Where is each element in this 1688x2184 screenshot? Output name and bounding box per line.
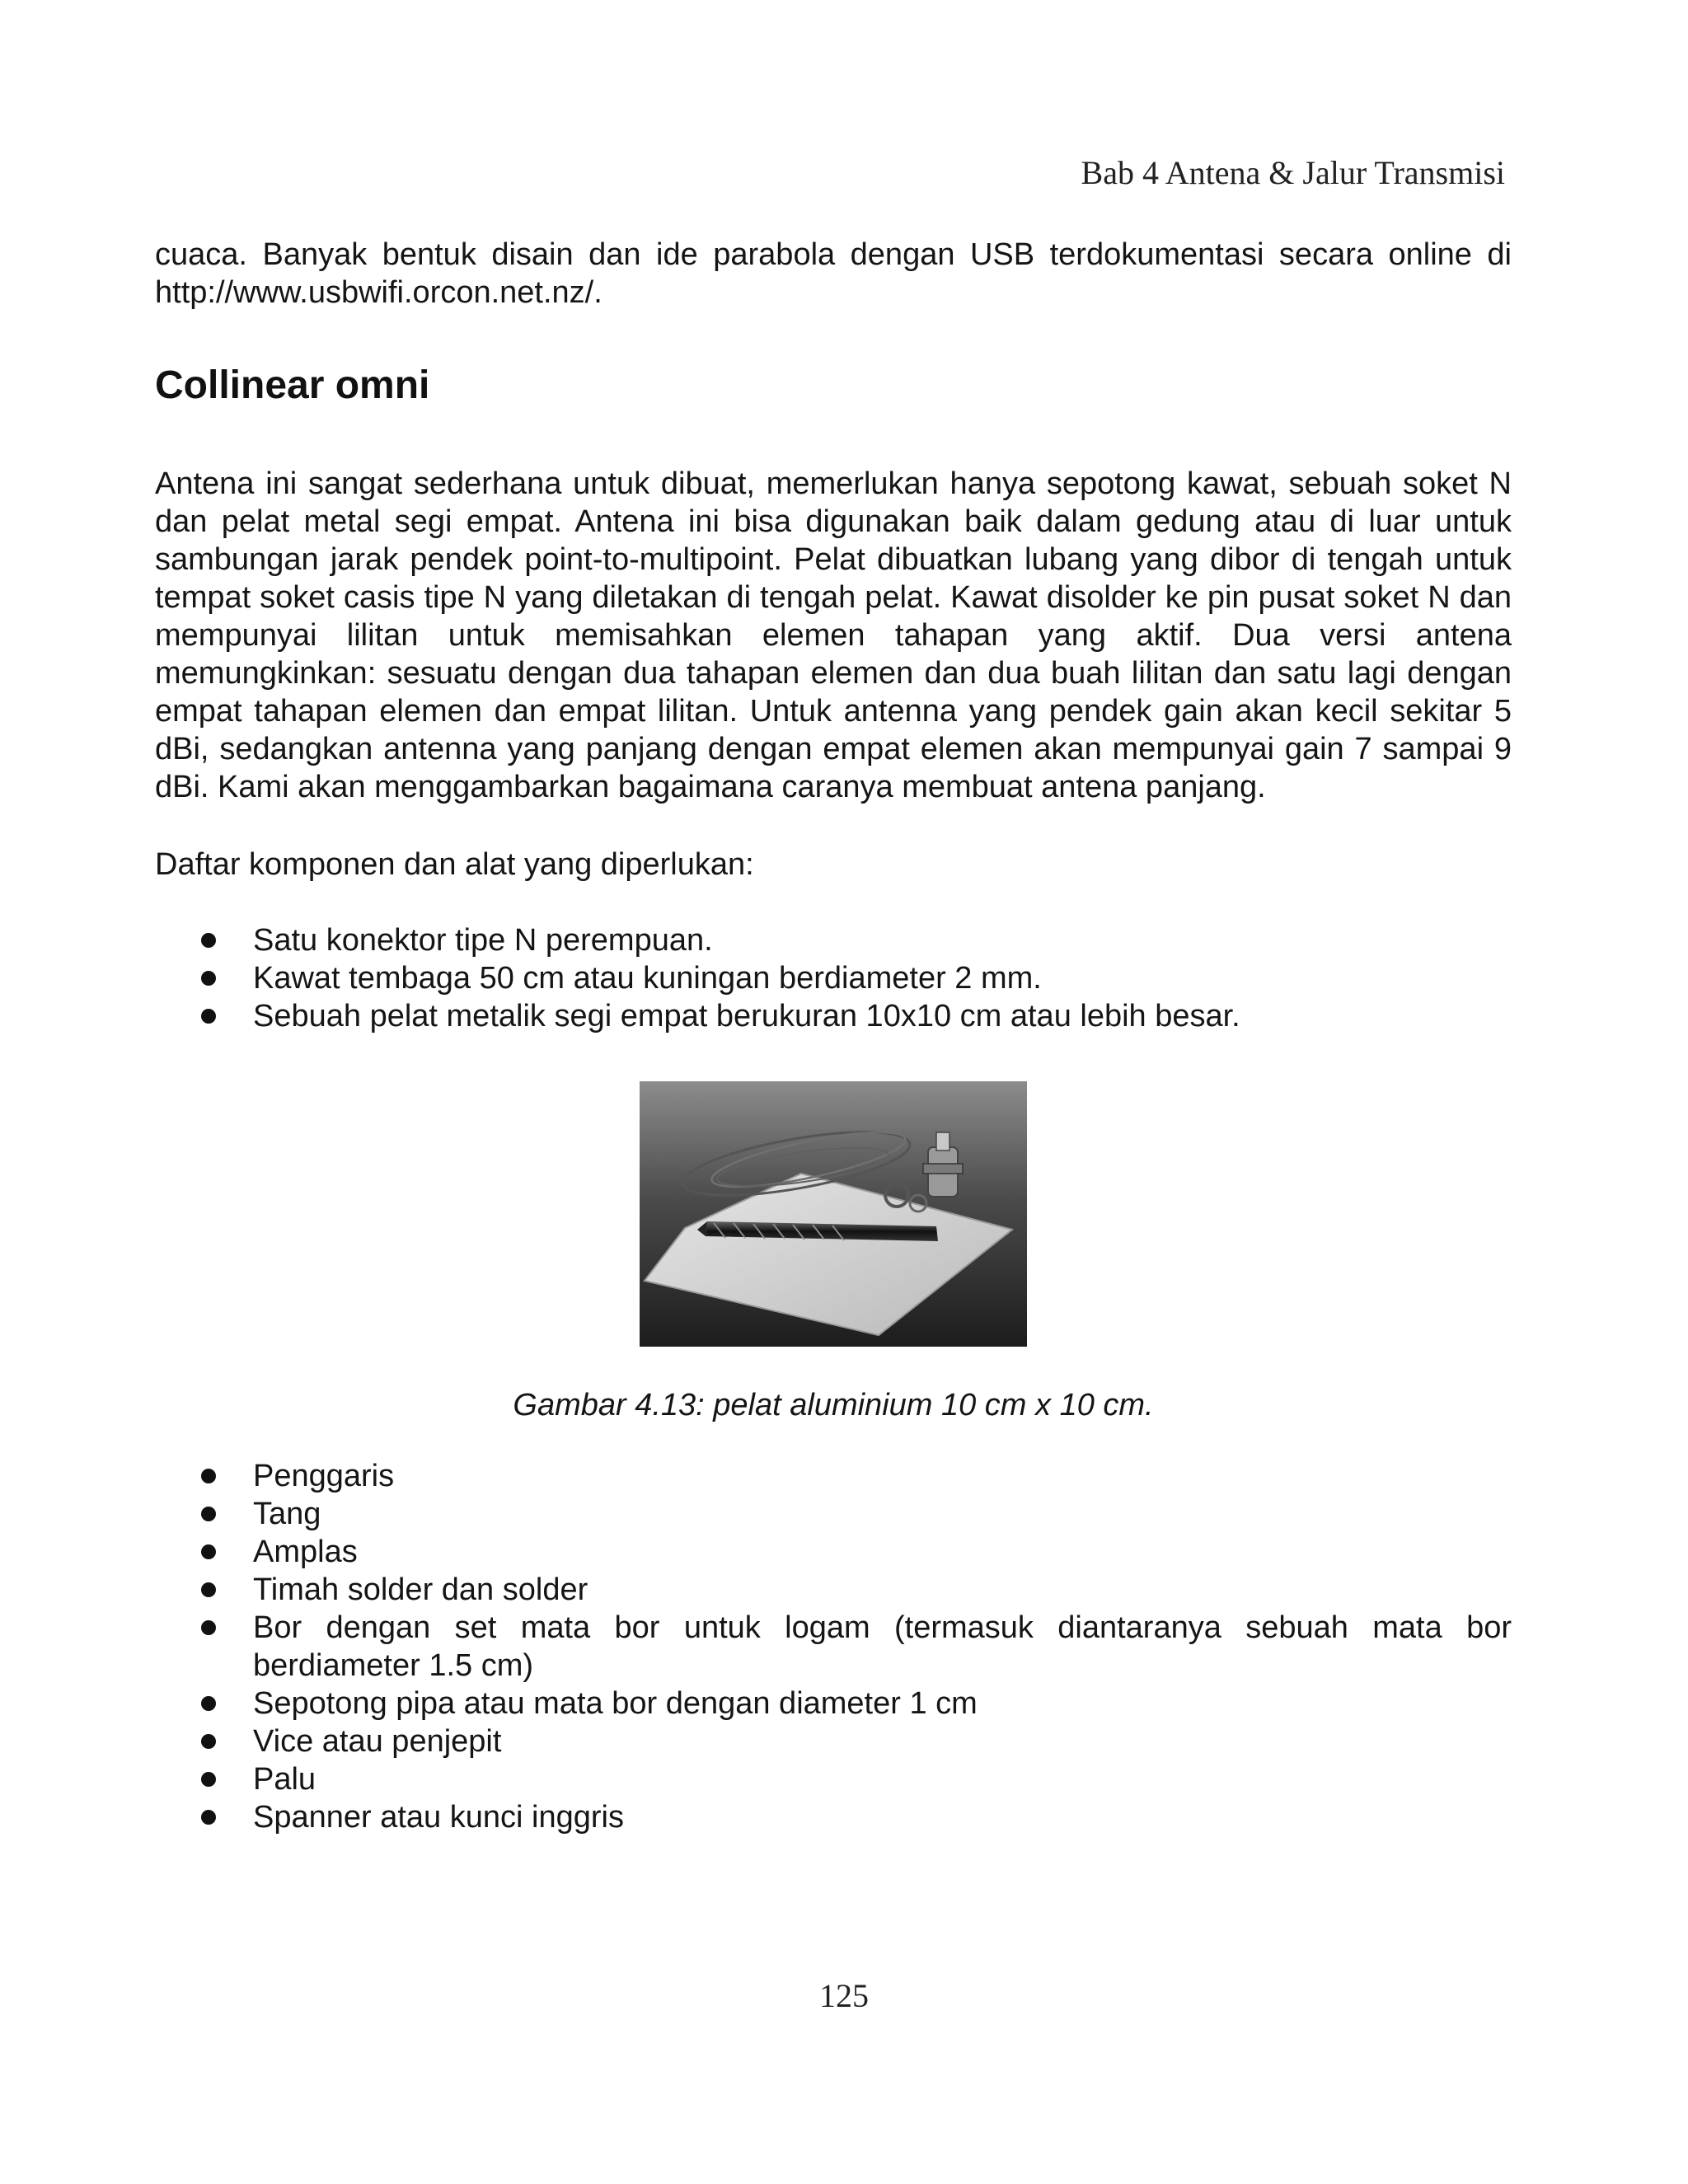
list-item-text: Spanner atau kunci inggris [253, 1800, 624, 1835]
bullet-icon [201, 1507, 216, 1521]
bullet-icon [201, 1620, 216, 1635]
list-item [155, 997, 1512, 1035]
list-item-text: Satu konektor tipe N perempuan. [253, 923, 713, 958]
list-item [155, 1457, 1512, 1495]
list-item [155, 921, 1512, 959]
running-header: Bab 4 Antena & Jalur Transmisi [1081, 154, 1505, 191]
list-item [155, 1685, 1512, 1722]
bullet-icon [201, 971, 216, 986]
bullet-icon [201, 1582, 216, 1597]
list-item-text: Sepotong pipa atau mata bor dengan diameter 1 cm [253, 1686, 978, 1721]
list-item [155, 1760, 1512, 1798]
list-item-text: Bor dengan set mata bor untuk logam (termasuk diantaranya sebuah mata bor berdiameter 1.5 cm) [253, 1610, 1512, 1683]
list-item-text: Vice atau penjepit [253, 1724, 502, 1759]
bullet-icon [201, 1810, 216, 1825]
page-content [155, 231, 1512, 1836]
list-item-text: Sebuah pelat metalik segi empat berukuran 10x10 cm atau lebih besar. [253, 999, 1240, 1033]
list-item [155, 1495, 1512, 1533]
bullet-icon [201, 1696, 216, 1711]
bullet-icon [201, 1772, 216, 1787]
list-item-text: Amplas [253, 1535, 358, 1569]
bullet-icon [201, 1544, 216, 1559]
list-item-text: Penggaris [253, 1459, 395, 1493]
bullet-icon [201, 1009, 216, 1024]
intro-paragraph: cuaca. Banyak bentuk disain dan ide parabola dengan USB terdokumentasi secara online di http://www.usbwifi.orcon.net.nz/. [155, 237, 1512, 310]
list-item-text: Kawat tembaga 50 cm atau kuningan berdiameter 2 mm. [253, 961, 1042, 996]
list-item [155, 1722, 1512, 1760]
section-body-paragraph: Antena ini sangat sederhana untuk dibuat, memerlukan hanya sepotong kawat, sebuah soket N dan pelat metal segi empat. Antena ini bisa digunakan baik dalam gedung atau di luar untuk sambungan jarak pendek point-to-multipoint. Pelat dibuatkan lubang yang dibor di tengah untuk tempat soket casis tipe N yang diletakan di tengah pelat. Kawat disolder ke pin pusat soket N dan mempunyai lilitan untuk memisahkan elemen tahapan yang aktif. Dua versi antena memungkinkan: sesuatu dengan dua tahapan elemen dan dua buah lilitan dan satu lagi dengan empat tahapan elemen dan empat lilitan. Untuk antenna yang pendek gain akan kecil sekitar 5 dBi, sedangkan antenna yang panjang dengan empat elemen akan mempunyai gain 7 sampai 9 dBi. Kami akan menggambarkan bagaimana caranya membuat antena panjang. [155, 466, 1512, 804]
component-list [155, 921, 1512, 1035]
tool-list [155, 1457, 1512, 1836]
section-heading: Collinear omni [155, 363, 430, 407]
aluminium-plate-photo [640, 1081, 1027, 1347]
figure-caption: Gambar 4.13: pelat aluminium 10 cm x 10 cm. [513, 1388, 1154, 1422]
figure [155, 1081, 1512, 1424]
list-item [155, 1798, 1512, 1836]
list-item-text: Tang [253, 1497, 321, 1531]
bullet-icon [201, 1734, 216, 1749]
list-item-text: Timah solder dan solder [253, 1572, 588, 1607]
bullet-icon [201, 933, 216, 948]
page-number: 125 [819, 1977, 869, 2014]
list-item [155, 1533, 1512, 1571]
list-item-text: Palu [253, 1762, 316, 1797]
bullet-icon [201, 1469, 216, 1483]
list-item [155, 1609, 1512, 1685]
list-item [155, 1571, 1512, 1609]
list-item [155, 959, 1512, 997]
component-list-intro: Daftar komponen dan alat yang diperlukan: [155, 847, 754, 882]
